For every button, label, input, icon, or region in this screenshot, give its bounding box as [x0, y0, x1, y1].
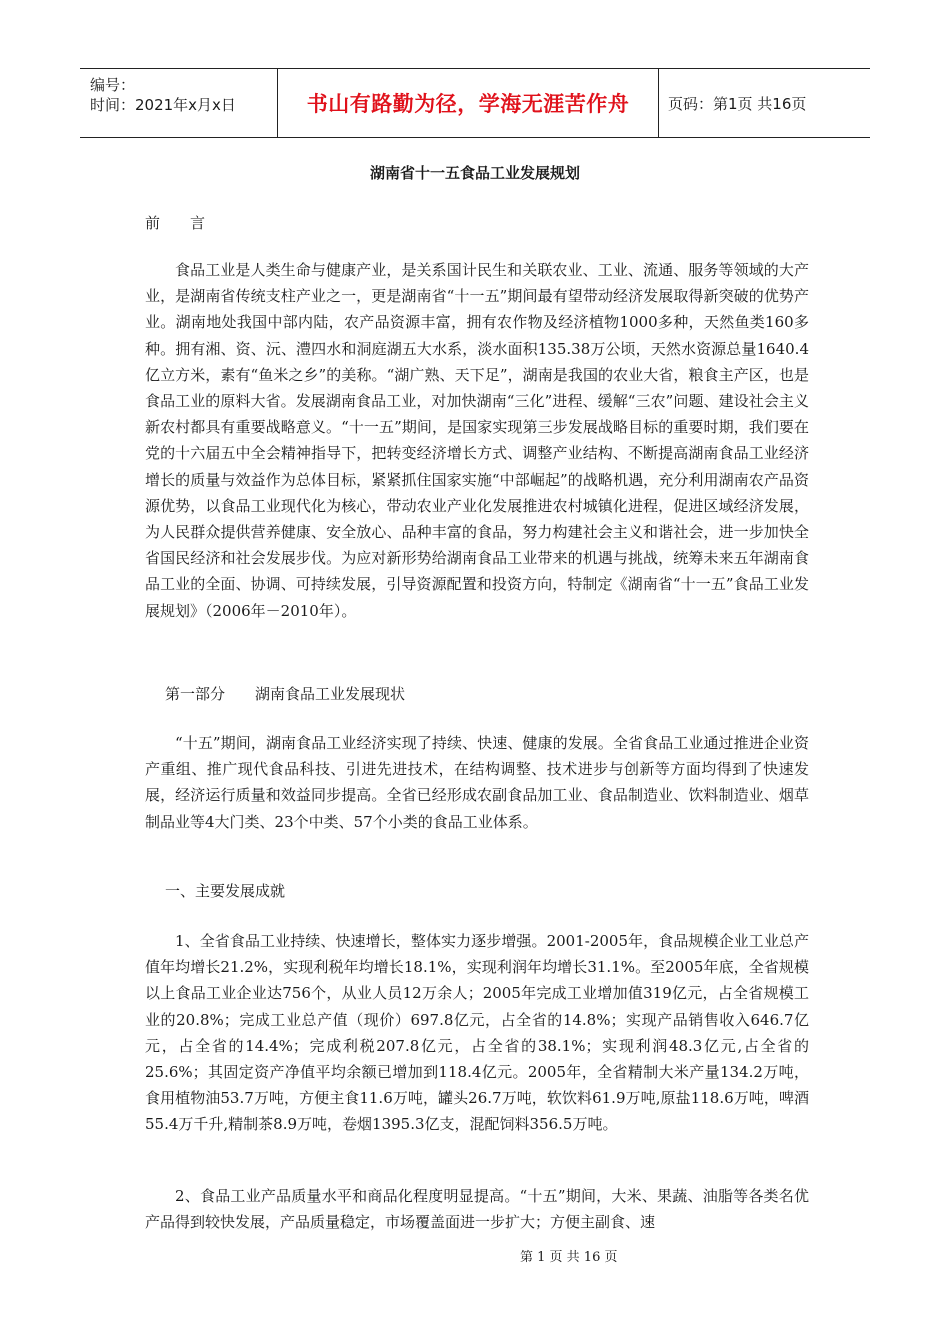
document-title: 湖南省十一五食品工业发展规划 — [369, 164, 580, 182]
document-date-label: 时间：2021年x月x日 — [90, 96, 236, 114]
header-motto: 书山有路勤为径，学海无涯苦作舟 — [278, 69, 659, 137]
header-meta-cell — [80, 69, 278, 137]
part1-paragraph: “十五”期间，湖南食品工业经济实现了持续、快速、健康的发展。全省食品工业通过推进企业资产重组、推广现代食品科技、引进先进技术，在结构调整、技术进步与创新等方面均得到了快速发展，经济运行质量和效益同步提高。全省已经形成农副食品加工业、食品制造业、饮料制造业、烟草制品业等4大门类、23个中类、57个小类的食品工业体系。 — [145, 734, 809, 831]
page-footer: 第 1 页 共 16 页 — [520, 1250, 618, 1265]
section1-heading: 一、主要发展成就 — [165, 882, 286, 900]
achievement-item-1: 1、全省食品工业持续、快速增长，整体实力逐步增强。2001-2005年，食品规模企业工业总产值年均增长21.2%，实现利税年均增长18.1%，实现利润年均增长31.1%。至2005年底，全省规模以上食品工业企业达756个，从业人员12万余人；2005年完成工业增加值319亿元，占全省规模工业的20.8%；完成工业总产值（现价）697.8亿元，占全省的14.8%；实现产品销售收入646.7亿元，占全省的14.4%；完成利税207.8亿元，占全省的38.1%；实现利润48.3亿元,占全省的25.6%；其固定资产净值平均余额已增加到118.4亿元。2005年，全省精制大米产量134.2万吨，食用植物油53.7万吨，方便主食11.6万吨，罐头26.7万吨，软饮料61.9万吨,原盐118.6万吨，啤酒55.4万千升,精制茶8.9万吨，卷烟1395.3亿支，混配饲料356.5万吨。 — [145, 932, 809, 1134]
header-page-info: 页码：第1页 共16页 — [668, 94, 807, 113]
document-number-label: 编号： — [90, 76, 136, 94]
preface-heading: 前 言 — [145, 214, 206, 232]
preface-paragraph: 食品工业是人类生命与健康产业，是关系国计民生和关联农业、工业、流通、服务等领域的大产业，是湖南省传统支柱产业之一，更是湖南省“十一五”期间最有望带动经济发展取得新突破的优势产业。湖南地处我国中部内陆，农产品资源丰富，拥有农作物及经济植物1000多种，天然鱼类160多种。拥有湘、资、沅、澧四水和洞庭湖五大水系，淡水面积135.38万公顷，天然水资源总量1640.4亿立方米，素有“鱼米之乡”的美称。“湖广熟、天下足”，湖南是我国的农业大省，粮食主产区，也是食品工业的原料大省。发展湖南食品工业，对加快湖南“三化”进程、缓解“三农”问题、建设社会主义新农村都具有重要战略意义。“十一五”期间，是国家实现第三步发展战略目标的重要时期，我们要在党的十六届五中全会精神指导下，把转变经济增长方式、调整产业结构、不断提高湖南食品工业经济增长的质量与效益作为总体目标，紧紧抓住国家实施“中部崛起”的战略机遇，充分利用湖南农产品资源优势，以食品工业现代化为核心，带动农业产业化发展推进农村城镇化进程，促进区域经济发展，为人民群众提供营养健康、安全放心、品种丰富的食品，努力构建社会主义和谐社会，进一步加快全省国民经济和社会发展步伐。为应对新形势给湖南食品工业带来的机遇与挑战，统筹未来五年湖南食品工业的全面、协调、可持续发展，引导资源配置和投资方向，特制定《湖南省“十一五”食品工业发展规划》（2006年－2010年）。 — [145, 261, 809, 620]
page-header — [80, 68, 870, 138]
achievement-item-2: 2、食品工业产品质量水平和商品化程度明显提高。“十五”期间，大米、果蔬、油脂等各类名优产品得到较快发展，产品质量稳定，市场覆盖面进一步扩大；方便主副食、速 — [145, 1187, 809, 1232]
part1-heading: 第一部分 湖南食品工业发展现状 — [165, 685, 406, 703]
